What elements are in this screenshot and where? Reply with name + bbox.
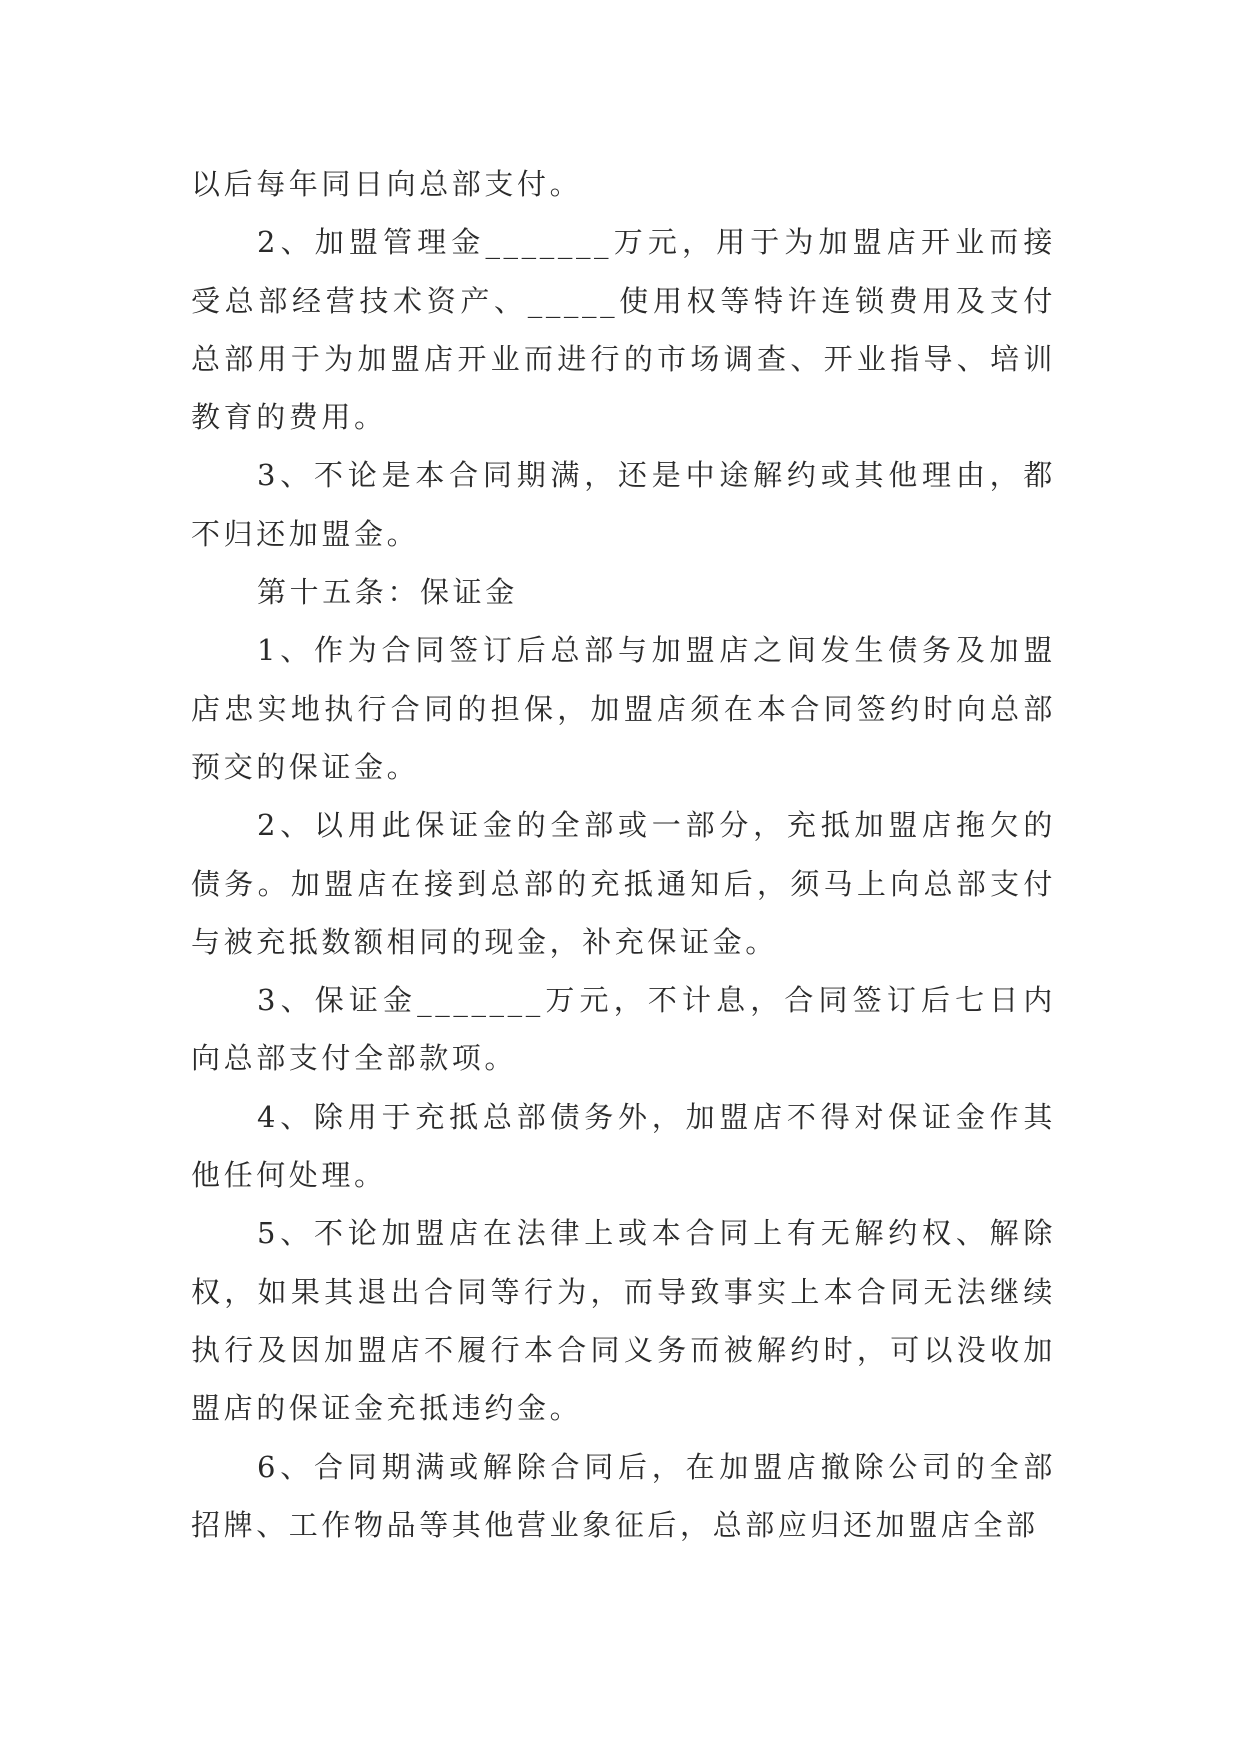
article-15-heading: 第十五条：保证金	[257, 575, 518, 610]
paragraph-deposit-item-5: 5、不论加盟店在法律上或本合同上有无解约权、解除权，如果其退出合同等行为，而导致事实上本合同无法继续执行及因加盟店不履行本合同义务而被解约时，可以没收加盟店的保证金充抵违约金。	[191, 1216, 1056, 1426]
paragraph-continuation: 以后每年同日向总部支付。	[191, 167, 583, 201]
document-body	[191, 155, 1056, 1554]
paragraph-deposit-item-1: 1、作为合同签订后总部与加盟店之间发生债务及加盟店忠实地执行合同的担保，加盟店须在本合同签约时向总部预交的保证金。	[191, 633, 1056, 784]
paragraph-deposit-item-4: 4、除用于充抵总部债务外，加盟店不得对保证金作其他任何处理。	[191, 1099, 1056, 1193]
paragraph-deposit-item-2: 2、以用此保证金的全部或一部分，充抵加盟店拖欠的债务。加盟店在接到总部的充抵通知后，须马上向总部支付与被充抵数额相同的现金，补充保证金。	[191, 808, 1056, 959]
paragraph-item-3-no-refund: 3、不论是本合同期满，还是中途解约或其他理由，都不归还加盟金。	[191, 458, 1056, 551]
paragraph-item-2-management-fee: 2、加盟管理金_______万元，用于为加盟店开业而接受总部经营技术资产、_____使用权等特许连锁费用及支付总部用于为加盟店开业而进行的市场调查、开业指导、培训教育的费用。	[191, 225, 1056, 435]
paragraph-deposit-item-6: 6、合同期满或解除合同后，在加盟店撤除公司的全部招牌、工作物品等其他营业象征后，总部应归还加盟店全部	[191, 1449, 1056, 1542]
paragraph-deposit-item-3: 3、保证金_______万元，不计息，合同签订后七日内向总部支付全部款项。	[191, 983, 1056, 1076]
